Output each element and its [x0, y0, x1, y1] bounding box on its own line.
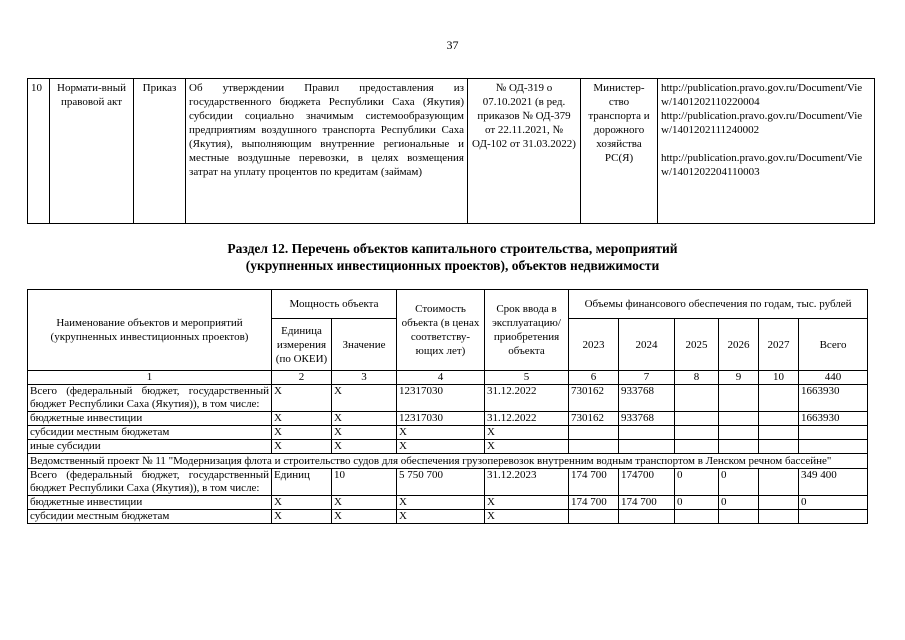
table-cell: X [485, 496, 569, 510]
legal-acts-table [27, 78, 875, 224]
column-number: 3 [332, 371, 397, 385]
table-cell [759, 426, 799, 440]
table-cell: X [485, 440, 569, 454]
row-label: субсидии местным бюджетам [28, 510, 272, 524]
header-year: 2025 [675, 319, 719, 371]
table-cell [569, 510, 619, 524]
table-cell: 31.12.2022 [485, 412, 569, 426]
column-number: 7 [619, 371, 675, 385]
header-capacity: Мощность объекта [272, 290, 397, 319]
table-cell: X [485, 426, 569, 440]
table-cell: Единиц [272, 469, 332, 496]
table-cell: 933768 [619, 412, 675, 426]
table-cell: 730162 [569, 385, 619, 412]
table-cell: 12317030 [397, 412, 485, 426]
table-cell: 5 750 700 [397, 469, 485, 496]
table-cell [759, 385, 799, 412]
table-cell [569, 440, 619, 454]
column-number: 6 [569, 371, 619, 385]
table-cell [619, 426, 675, 440]
table-cell: 933768 [619, 385, 675, 412]
table-cell: 174 700 [569, 469, 619, 496]
table-cell: X [332, 412, 397, 426]
table-cell: X [272, 412, 332, 426]
table-cell: X [397, 440, 485, 454]
column-number: 9 [719, 371, 759, 385]
act-type: Нормати-вный правовой акт [50, 79, 134, 224]
project-title-row [28, 454, 868, 469]
act-link[interactable]: http://publication.pravo.gov.ru/Document/View/1401202204110003 [661, 152, 863, 178]
table-row [28, 412, 868, 426]
capital-objects-table [27, 289, 868, 524]
table-cell [759, 469, 799, 496]
page-number: 37 [446, 38, 459, 52]
table-cell [675, 440, 719, 454]
row-label: бюджетные инвестиции [28, 496, 272, 510]
table-cell [719, 412, 759, 426]
table-cell: X [397, 496, 485, 510]
table-row [28, 440, 868, 454]
header-name: Наименование объектов и мероприятий (укрупненных инвестиционных проектов) [28, 290, 272, 371]
header-row [28, 290, 868, 319]
table-row [28, 469, 868, 496]
table-cell: X [272, 385, 332, 412]
table-cell [799, 426, 868, 440]
row-label: Всего (федеральный бюджет, государственный бюджет Республики Саха (Якутия)), в том числе: [28, 385, 272, 412]
table-row [28, 79, 875, 224]
column-number: 1 [28, 371, 272, 385]
table-cell [619, 510, 675, 524]
ministry: Министер-ство транспорта и дорожного хозяйства РС(Я) [581, 79, 658, 224]
table-cell [675, 412, 719, 426]
table-cell: 174 700 [569, 496, 619, 510]
table-cell [569, 426, 619, 440]
table-cell: X [332, 385, 397, 412]
column-number-row [28, 371, 868, 385]
table-cell: X [332, 426, 397, 440]
table-cell: X [272, 496, 332, 510]
table-cell: 0 [719, 469, 759, 496]
column-number: 2 [272, 371, 332, 385]
column-number: 5 [485, 371, 569, 385]
table-row [28, 510, 868, 524]
act-details: № ОД-319 о 07.10.2021 (в ред. приказов № ОД-379 от 22.11.2021, № ОД-102 от 31.03.2022) [468, 79, 581, 224]
header-total: Всего [799, 319, 868, 371]
table-cell [675, 510, 719, 524]
table-cell: 174700 [619, 469, 675, 496]
table-cell: 349 400 [799, 469, 868, 496]
table-row [28, 496, 868, 510]
column-number: 10 [759, 371, 799, 385]
table-cell [719, 385, 759, 412]
column-number: 440 [799, 371, 868, 385]
table-cell: 0 [799, 496, 868, 510]
table-cell: 1663930 [799, 412, 868, 426]
table-cell [675, 385, 719, 412]
table-cell: 0 [675, 496, 719, 510]
table-row [28, 426, 868, 440]
table-cell: 12317030 [397, 385, 485, 412]
table-cell [675, 426, 719, 440]
row-label: иные субсидии [28, 440, 272, 454]
header-year: 2024 [619, 319, 675, 371]
table-cell: X [397, 510, 485, 524]
act-links [658, 79, 875, 224]
table-cell [719, 510, 759, 524]
header-value: Значение [332, 319, 397, 371]
header-year: 2026 [719, 319, 759, 371]
header-financing: Объемы финансового обеспечения по годам, тыс. рублей [569, 290, 868, 319]
row-label: субсидии местным бюджетам [28, 426, 272, 440]
row-label: бюджетные инвестиции [28, 412, 272, 426]
table-cell: 10 [332, 469, 397, 496]
header-unit: Единица измерения (по ОКЕИ) [272, 319, 332, 371]
table-cell: 1663930 [799, 385, 868, 412]
table-cell: X [332, 496, 397, 510]
header-year: 2027 [759, 319, 799, 371]
table-cell: 0 [719, 496, 759, 510]
table-cell [799, 440, 868, 454]
table-cell [759, 496, 799, 510]
act-kind: Приказ [134, 79, 186, 224]
header-cost: Стоимость объекта (в ценах соответству-ющих лет) [397, 290, 485, 371]
table-cell [759, 440, 799, 454]
table-cell: 31.12.2022 [485, 385, 569, 412]
table-cell: X [272, 510, 332, 524]
table-cell [759, 510, 799, 524]
table-cell [799, 510, 868, 524]
row-label: Всего (федеральный бюджет, государственный бюджет Республики Саха (Якутия)), в том числе: [28, 469, 272, 496]
table-cell: 0 [675, 469, 719, 496]
table-cell: 31.12.2023 [485, 469, 569, 496]
header-deadline: Срок ввода в эксплуатацию/ приобретения объекта [485, 290, 569, 371]
section-title-line: (укрупненных инвестиционных проектов), объектов недвижимости [245, 258, 660, 273]
act-link[interactable]: http://publication.pravo.gov.ru/Document/View/1401202111240002 [661, 110, 863, 136]
section-title-line: Раздел 12. Перечень объектов капитального строительства, мероприятий [227, 241, 678, 256]
section-title [0, 240, 905, 274]
table-cell: X [485, 510, 569, 524]
table-cell: X [272, 440, 332, 454]
row-number: 10 [28, 79, 50, 224]
table-cell: 174 700 [619, 496, 675, 510]
table-cell: X [332, 440, 397, 454]
column-number: 4 [397, 371, 485, 385]
header-year: 2023 [569, 319, 619, 371]
table-cell [619, 440, 675, 454]
act-link[interactable]: http://publication.pravo.gov.ru/Document/View/1401202110220004 [661, 82, 863, 108]
table-cell [719, 440, 759, 454]
table-cell [759, 412, 799, 426]
table-cell: 730162 [569, 412, 619, 426]
table-row [28, 385, 868, 412]
table-cell: X [332, 510, 397, 524]
table-cell [719, 426, 759, 440]
table-cell: X [272, 426, 332, 440]
project-title: Ведомственный проект № 11 "Модернизация флота и строительство судов для обеспечения грузоперевозок внутренним водным транспортом в Ленском речном бассейне" [28, 454, 868, 469]
act-title: Об утверждении Правил предоставления из государственного бюджета Республики Саха (Якутия) субсидии социально значимым системообразующим предприятиям воздушного транспорта Республики Саха (Якутия), выполняющим внутренние региональные и местные воздушные перевозки, в целях возмещения затрат на уплату процентов по кредитам (займам) [186, 79, 468, 224]
table-cell: X [397, 426, 485, 440]
column-number: 8 [675, 371, 719, 385]
